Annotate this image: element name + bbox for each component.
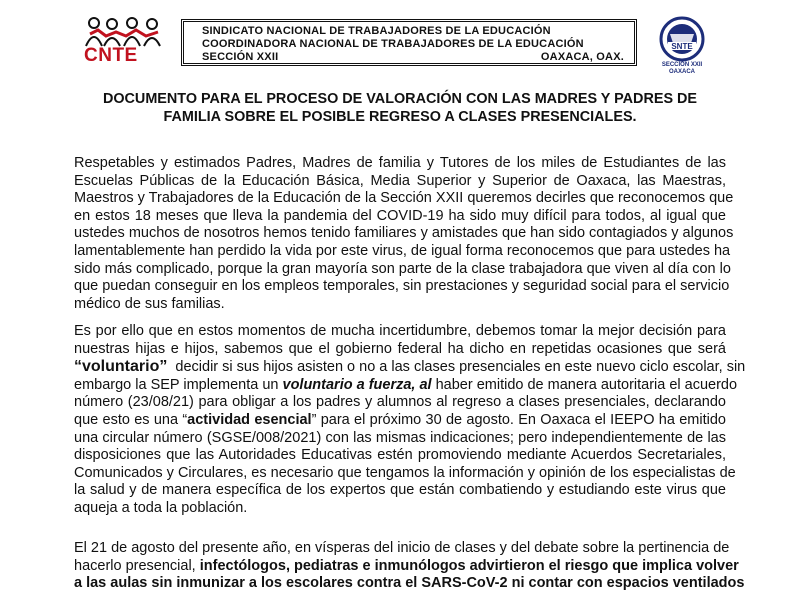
paragraph-1-line: médico de sus familias. [74,295,225,312]
cnte-logo-text: CNTE [84,45,138,66]
seal-caption-city: OAXACA [668,69,695,75]
paragraph-2-line: una circular número (SGSE/008/2021) con las mismas indicaciones; pero independientemente de las [74,429,726,446]
paragraph-2-line: disposiciones que las Autoridades Educativas estén promoviendo mediante Acuerdos Secretariales, [74,447,726,464]
title-line-2: FAMILIA SOBRE EL POSIBLE REGRESO A CLASES PRESENCIALES. [163,109,637,125]
paragraph-2-line: Es por ello que en estos momentos de mucha incertidumbre, debemos tomar la mejor decisión para [74,323,726,339]
paragraph-3-line: El 21 de agosto del presente año, en vísperas del inicio de clases y del debate sobre la pertinencia de [74,540,730,556]
paragraph-3-text: hacerlo presencial, [74,557,200,574]
paragraph-1-line: Respetables y estimados Padres, Madres de familia y Tutores de los miles de Estudiantes de las [74,155,726,171]
paragraph-1-line: que puedan conseguir en los empleos temporales, sin prestaciones y seguridad social para el servicio [74,278,730,295]
coordinator-name: COORDINADORA NACIONAL DE TRABAJADORES DE LA EDUCACIÓN [202,38,584,50]
location-label: OAXACA, OAX. [540,51,624,63]
paragraph-3-line [74,557,739,576]
cnte-logo [76,16,172,68]
experts-warning-emphasis: a las aulas sin inmunizar a los escolares contra el SARS-CoV-2 ni contar con espacios ventilados [74,575,745,592]
actividad-esencial-emphasis: actividad esencial [187,411,312,428]
voluntario-emphasis: “voluntario” [74,358,168,376]
paragraph-2-text: haber emitido de manera autoritaria el acuerdo [431,376,738,393]
paragraph-1-line: lamentablemente han perdido la vida por este virus, de igual forma reconocemos que para ustedes ha [74,242,731,259]
snte-seal [650,16,714,78]
paragraph-1 [74,155,734,313]
paragraph-3-line [74,575,745,593]
paragraph-2-line [74,376,738,395]
paragraph-2-line: aqueja a toda la población. [74,499,248,516]
paragraph-2-line: número (23/08/21) para obligar a los padres y alumnos al regreso a clases presenciales, declarando [74,394,726,411]
paragraph-2-text: embargo la SEP implementa un [74,376,283,393]
section-location-row [202,51,624,64]
paragraph-1-line: sido más complicado, porque la gran mayoría son parte de la clase trabajadora que viven al día con lo [74,260,731,277]
union-name: SINDICATO NACIONAL DE TRABAJADORES DE LA EDUCACIÓN [202,25,551,37]
paragraph-3 [74,540,745,593]
document-title [82,90,718,126]
paragraph-2-line [74,412,726,430]
paragraph-2-text: ” para el próximo 30 de agosto. En Oaxaca el IEEPO ha emitido [311,411,726,428]
letterhead-box [181,19,637,66]
section-label: SECCIÓN XXII [202,51,279,63]
paragraph-2-text: que esto es una “ [74,411,188,428]
paragraph-2 [74,323,746,518]
paragraph-2-text: decidir si sus hijos asisten o no a las clases presenciales en este nuevo ciclo escolar, sin [167,359,746,376]
paragraph-2-line: nuestras hijas e hijos, sabemos que el gobierno federal ha dicho en repetidas ocasiones que será [74,340,726,357]
voluntario-a-fuerza-emphasis: voluntario a fuerza, al [282,376,432,393]
paragraph-2-line: Comunicados y Circulares, es necesario que tengamos la información y opinión de los especialistas de [74,464,736,481]
experts-warning-emphasis: infectólogos, pediatras e inmunólogos advirtieron el riesgo que implica volver [199,557,739,574]
seal-caption-section: SECCIÓN XXII [661,62,703,68]
snte-seal-icon [650,16,714,62]
paragraph-1-line: Maestros y Trabajadores de la Educación de la Sección XXII queremos decirles que reconocemos que [74,190,734,207]
snte-seal-text: SNTE [671,42,693,51]
paragraph-2-line: la salud y de manera específica de los expertos que están combatiendo y estudiando este virus que [74,482,726,499]
paragraph-1-line: Escuelas Públicas de la Educación Básica, Media Superior y Superior de Oaxaca, las Maestras, [74,172,726,189]
paragraph-1-line: ustedes muchos de nosotros hemos tenido familiares y amistades que han sido contagiados y algunos [74,225,734,242]
paragraph-1-line: en estos 18 meses que lleva la pandemia del COVID-19 ha sido muy difícil para todos, al igual que [74,207,726,224]
title-line-1: DOCUMENTO PARA EL PROCESO DE VALORACIÓN CON LAS MADRES Y PADRES DE [102,91,698,107]
paragraph-2-line [74,358,746,377]
